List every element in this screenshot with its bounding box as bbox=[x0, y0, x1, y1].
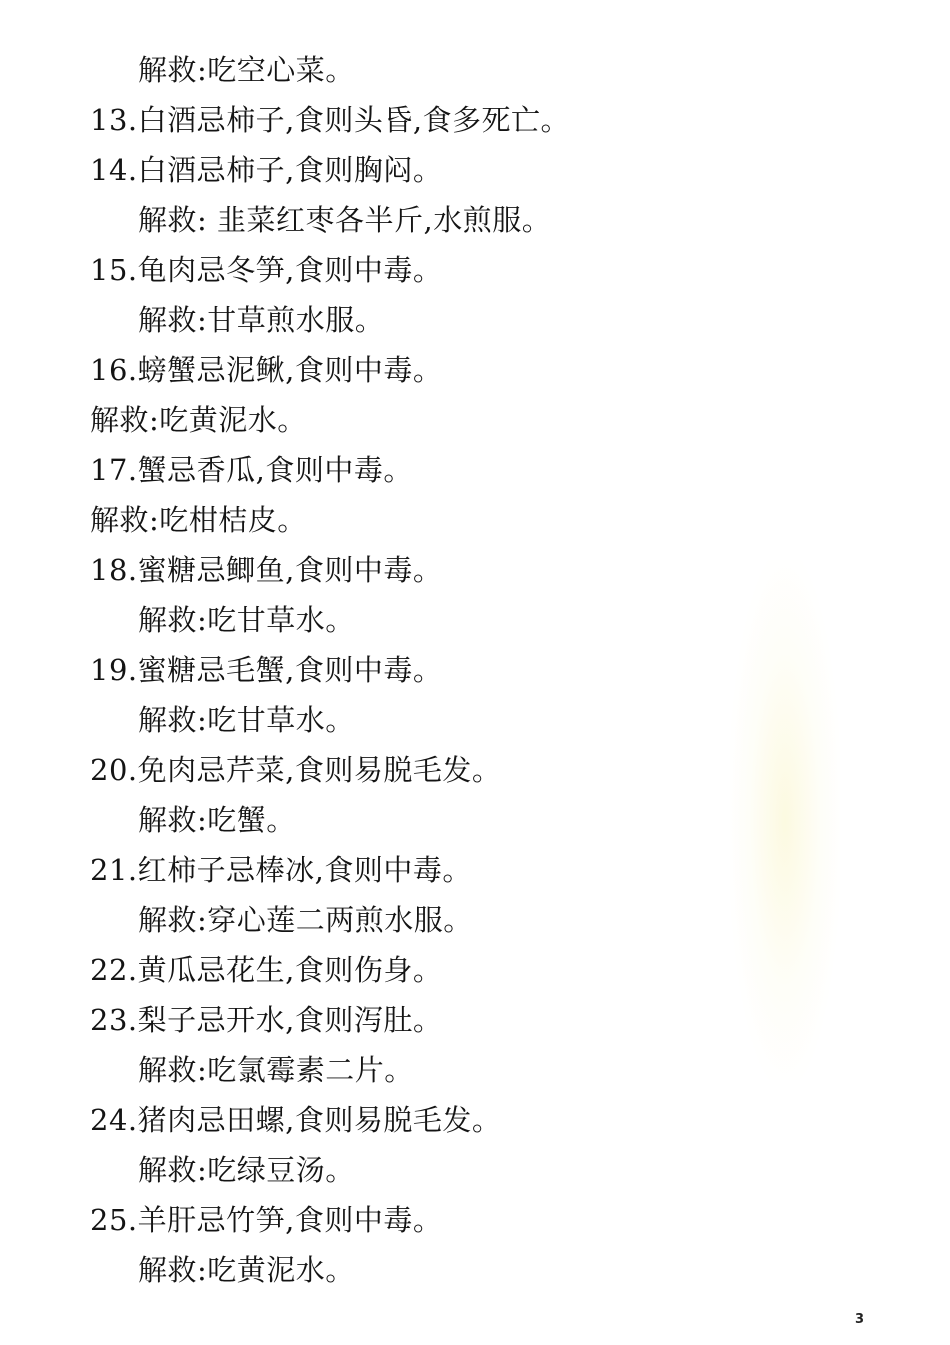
item-line: 17.蟹忌香瓜,食则中毒。 bbox=[90, 453, 413, 487]
remedy-line: 解救:吃甘草水。 bbox=[138, 603, 355, 637]
item-line: 14.白酒忌柿子,食则胸闷。 bbox=[90, 153, 443, 187]
text-body bbox=[0, 45, 950, 1295]
remedy-line: 解救: 韭菜红枣各半斤,水煎服。 bbox=[138, 203, 552, 237]
remedy-line: 解救:吃黄泥水。 bbox=[90, 403, 307, 437]
item-line: 20.免肉忌芹菜,食则易脱毛发。 bbox=[90, 753, 502, 787]
item-line: 25.羊肝忌竹笋,食则中毒。 bbox=[90, 1203, 443, 1237]
remedy-line: 解救:吃甘草水。 bbox=[138, 703, 355, 737]
remedy-line: 解救:吃柑桔皮。 bbox=[90, 503, 307, 537]
item-line: 22.黄瓜忌花生,食则伤身。 bbox=[90, 953, 443, 987]
item-line: 24.猪肉忌田螺,食则易脱毛发。 bbox=[90, 1103, 502, 1137]
remedy-line: 解救:吃氯霉素二片。 bbox=[138, 1053, 414, 1087]
page-number: 3 bbox=[854, 1312, 864, 1327]
item-line: 23.梨子忌开水,食则泻肚。 bbox=[90, 1003, 443, 1037]
item-line: 13.白酒忌柿子,食则头昏,食多死亡。 bbox=[90, 103, 571, 137]
remedy-line: 解救:吃绿豆汤。 bbox=[138, 1153, 355, 1187]
remedy-line: 解救:吃空心菜。 bbox=[138, 53, 355, 87]
remedy-line: 解救:吃黄泥水。 bbox=[138, 1253, 355, 1287]
item-line: 18.蜜糖忌鲫鱼,食则中毒。 bbox=[90, 553, 443, 587]
item-line: 15.龟肉忌冬笋,食则中毒。 bbox=[90, 253, 443, 287]
item-line: 16.螃蟹忌泥鳅,食则中毒。 bbox=[90, 353, 443, 387]
item-line: 19.蜜糖忌毛蟹,食则中毒。 bbox=[90, 653, 443, 687]
item-line: 21.红柿子忌棒冰,食则中毒。 bbox=[90, 853, 472, 887]
remedy-line: 解救:吃蟹。 bbox=[138, 803, 296, 837]
remedy-line: 解救:穿心莲二两煎水服。 bbox=[138, 903, 473, 937]
remedy-line: 解救:甘草煎水服。 bbox=[138, 303, 385, 337]
